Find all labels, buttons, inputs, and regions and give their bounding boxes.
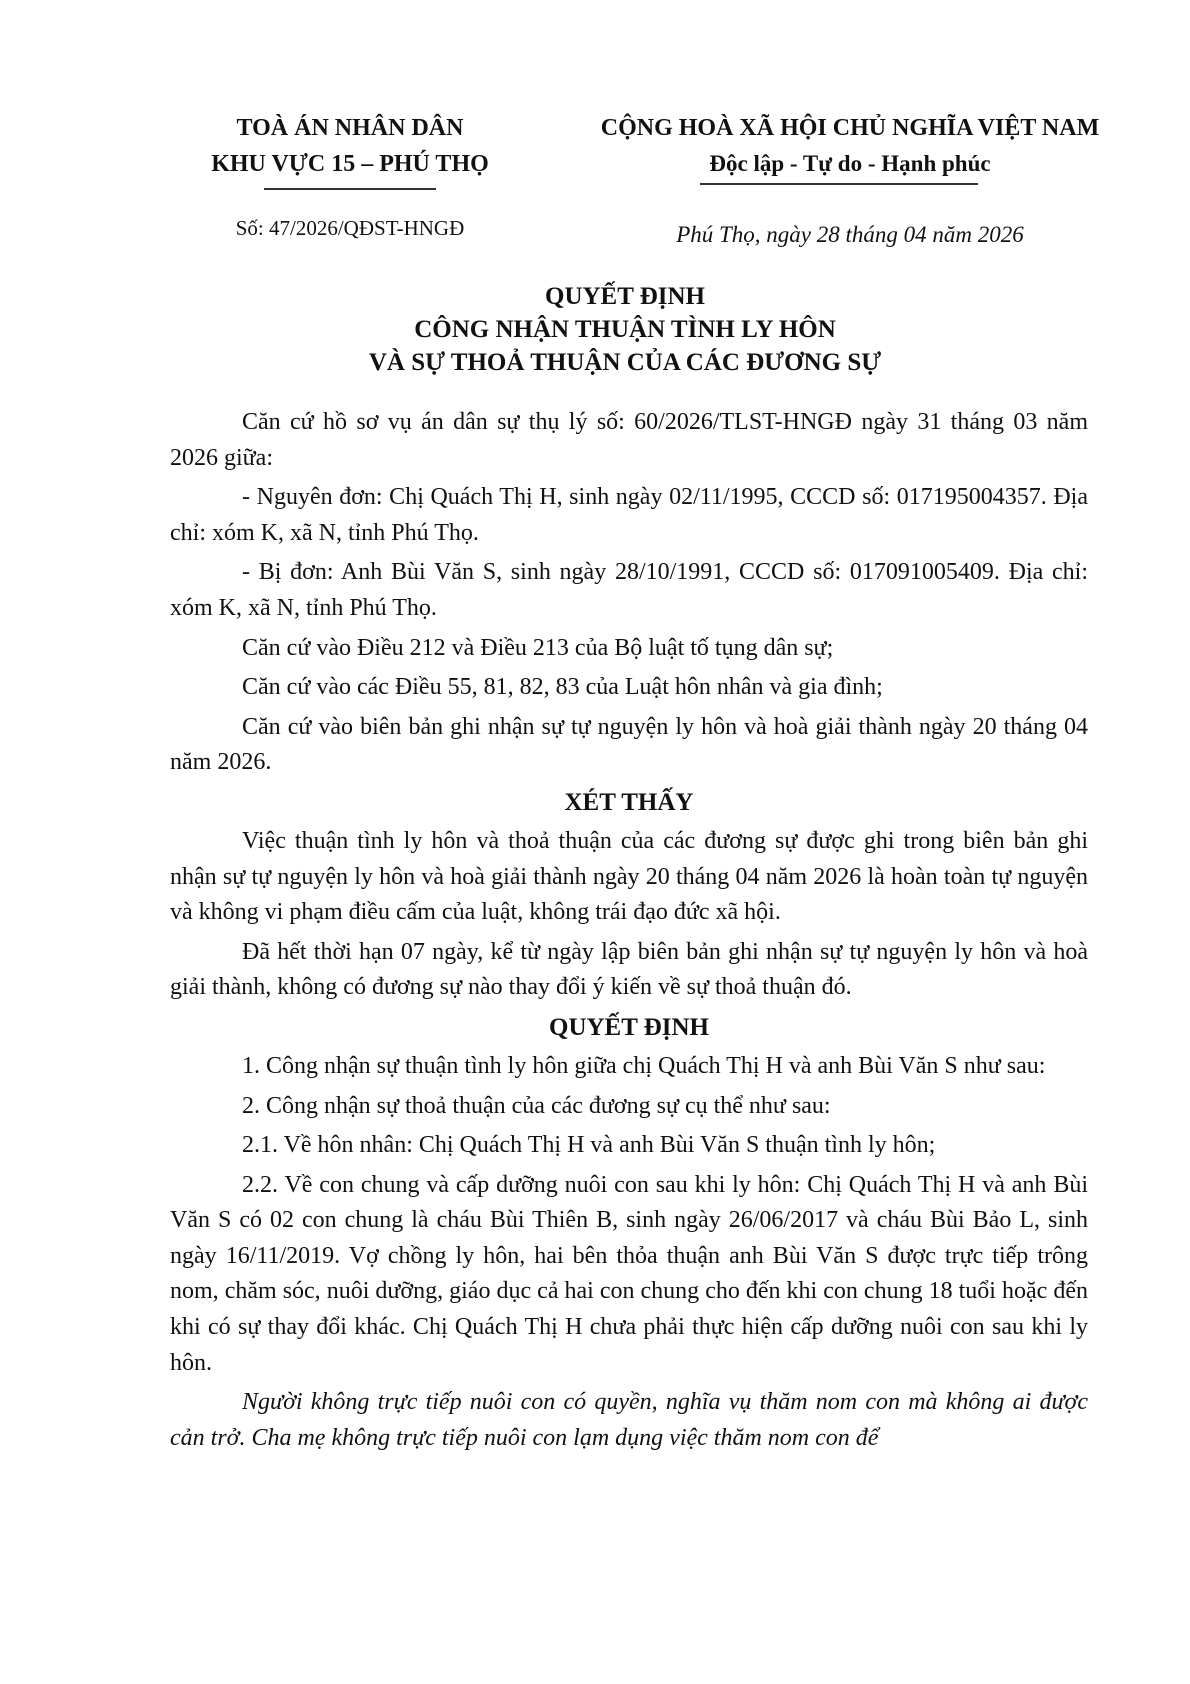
court-name: TOÀ ÁN NHÂN DÂN: [236, 115, 464, 141]
decision-paragraph: 2. Công nhận sự thoả thuận của các đương sự cụ thể như sau:: [242, 1092, 831, 1119]
document-body: [170, 405, 1088, 1460]
basis-paragraph: Căn cứ vào các Điều 55, 81, 82, 83 của Luật hôn nhân và gia đình;: [242, 674, 883, 701]
title-line-3: VÀ SỰ THOẢ THUẬN CỦA CÁC ĐƯƠNG SỰ: [368, 349, 882, 376]
defendant-paragraph: - Bị đơn: Anh Bùi Văn S, sinh ngày 28/10/1991, CCCD số: 017091005409. Địa chỉ: xóm K, xã N, tỉnh Phú Thọ.: [170, 559, 1088, 621]
basis-paragraph: Căn cứ vào Điều 212 và Điều 213 của Bộ luật tố tụng dân sự;: [242, 634, 834, 661]
national-header: [560, 110, 1140, 182]
document-number: Số: 47/2026/QĐST-HNGĐ: [235, 216, 465, 240]
findings-paragraph: Việc thuận tình ly hôn và thoả thuận của các đương sự được ghi trong biên bản ghi nhận sự tự nguyện ly hôn và hoà giải thành ngày 20 tháng 04 năm 2026 là hoàn toàn tự nguyện và không vi phạm điều cấm của luật, không trái đạo đức xã hội.: [170, 827, 1088, 926]
basis-paragraph: Căn cứ hồ sơ vụ án dân sự thụ lý số: 60/2026/TLST-HNGĐ ngày 31 tháng 03 năm 2026 giữa:: [170, 409, 1088, 471]
document-title: [160, 280, 1090, 379]
national-motto-underline: [700, 183, 978, 185]
plaintiff-paragraph: - Nguyên đơn: Chị Quách Thị H, sinh ngày 02/11/1995, CCCD số: 017195004357. Địa chỉ: xóm K, xã N, tỉnh Phú Thọ.: [170, 484, 1088, 546]
national-motto: Độc lập - Tự do - Hạnh phúc: [709, 151, 991, 176]
national-name: CỘNG HOÀ XÃ HỘI CHỦ NGHĨA VIỆT NAM: [600, 115, 1100, 141]
visitation-note: Người không trực tiếp nuôi con có quyền, nghĩa vụ thăm nom con mà không ai được cản trở. Cha mẹ không trực tiếp nuôi con lạm dụng việc thăm nom con để: [170, 1389, 1088, 1451]
findings-paragraph: Đã hết thời hạn 07 ngày, kể từ ngày lập biên bản ghi nhận sự tự nguyện ly hôn và hoà giải thành, không có đương sự nào thay đổi ý kiến về sự thoả thuận đó.: [170, 938, 1088, 1001]
title-line-1: QUYẾT ĐỊNH: [545, 283, 705, 310]
decision-paragraph: 2.1. Về hôn nhân: Chị Quách Thị H và anh Bùi Văn S thuận tình ly hôn;: [242, 1132, 936, 1159]
title-line-2: CÔNG NHẬN THUẬN TÌNH LY HÔN: [414, 316, 836, 343]
place-date: Phú Thọ, ngày 28 tháng 04 năm 2026: [676, 222, 1024, 247]
decision-paragraph: 2.2. Về con chung và cấp dưỡng nuôi con sau khi ly hôn: Chị Quách Thị H và anh Bùi Văn S có 02 con chung là cháu Bùi Thiên B, sinh ngày 26/06/2017 và cháu Bùi Bảo L, sinh ngày 16/11/2019. Vợ chồng ly hôn, hai bên thỏa thuận anh Bùi Văn S được trực tiếp trông nom, chăm sóc, nuôi dưỡng, giáo dục cả hai con chung cho đến khi con chung 18 tuổi hoặc đến khi có sự thay đổi khác. Chị Quách Thị H chưa phải thực hiện cấp dưỡng nuôi con sau khi ly hôn.: [170, 1171, 1088, 1376]
decision-paragraph: 1. Công nhận sự thuận tình ly hôn giữa chị Quách Thị H và anh Bùi Văn S như sau:: [242, 1052, 1046, 1079]
decision-heading: QUYẾT ĐỊNH: [549, 1013, 709, 1041]
court-header: [160, 110, 540, 182]
basis-paragraph: Căn cứ vào biên bản ghi nhận sự tự nguyện ly hôn và hoà giải thành ngày 20 tháng 04 năm 2026.: [170, 713, 1088, 776]
court-header-underline: [264, 188, 436, 190]
court-region: KHU VỰC 15 – PHÚ THỌ: [211, 151, 489, 177]
findings-heading: XÉT THẤY: [564, 788, 694, 816]
